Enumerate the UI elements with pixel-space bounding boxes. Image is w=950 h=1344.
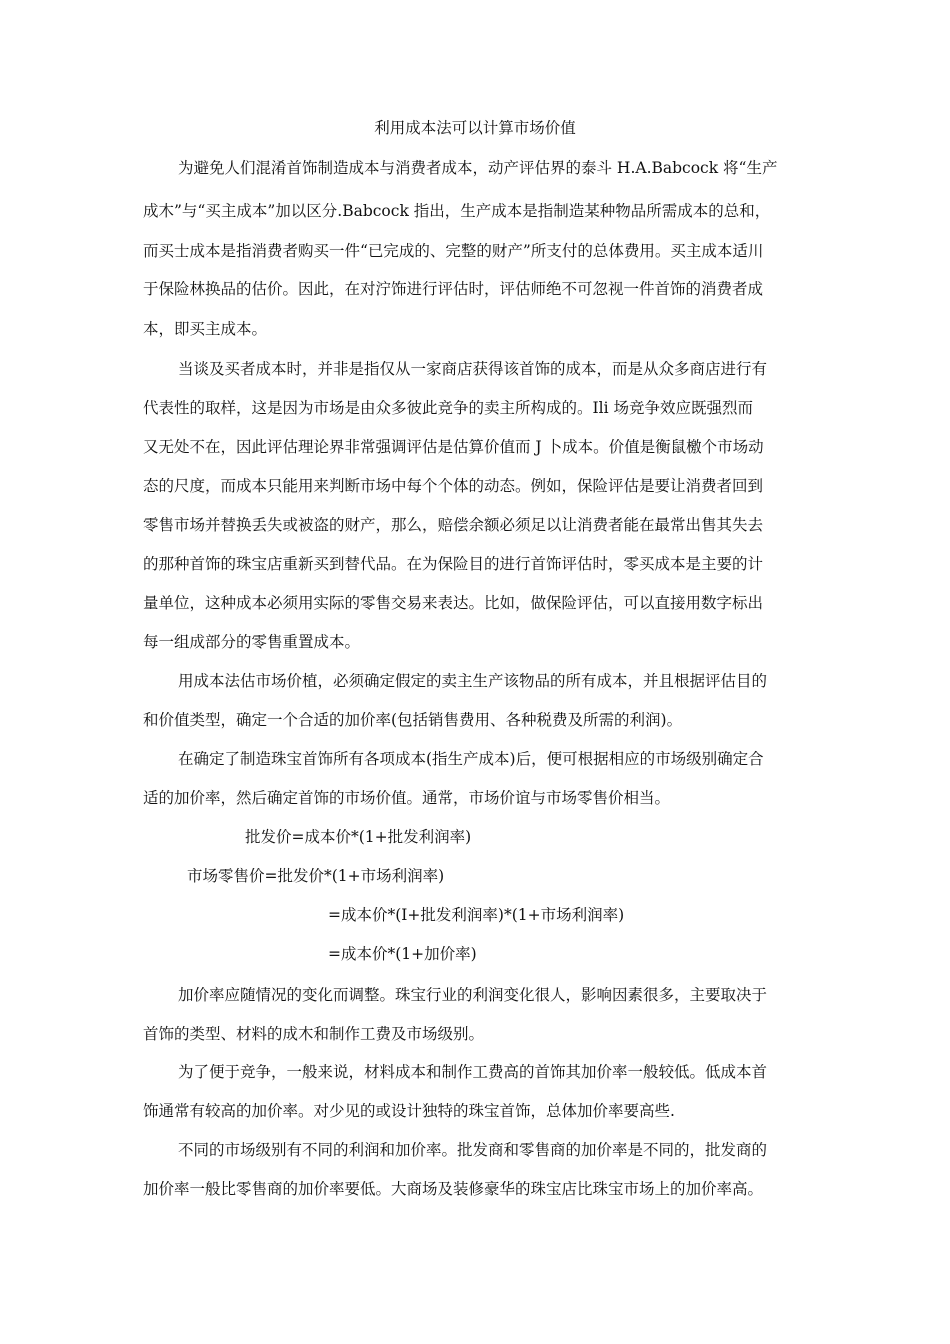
- body-line: 首饰的类型、材料的成木和制作工费及市场级别。: [143, 1025, 485, 1043]
- body-line: 而买士成本是指消费者购买一件“已完成的、完整的财产”所支付的总体费用。买主成本适川: [143, 242, 764, 260]
- document-title: 利用成本法可以计算市场价值: [374, 119, 576, 137]
- body-line: 每一组成部分的零售重置成本。: [143, 633, 361, 651]
- body-line: 用成本法估市场价植，必须确定假定的卖主生产该物品的所有成本，并且根据评估目的: [178, 672, 768, 690]
- body-line: 和价值类型，确定一个合适的加价率(包括销售费用、各种税费及所需的利润)。: [143, 711, 683, 729]
- formula-line: 批发价=成本价*(1+批发利润率): [245, 828, 472, 846]
- body-line: 在确定了制造珠宝首饰所有各项成本(指生产成本)后，便可根据相应的市场级别确定合: [178, 750, 764, 768]
- body-line: [178, 157, 778, 179]
- body-line: 饰通常有较高的加价率。对少见的或设计独特的珠宝首饰，总体加价率要高些.: [143, 1102, 675, 1120]
- body-line: 态的尺度，而成本只能用来判断市场中每个个体的动态。例如，保险评估是要让消费者回到: [143, 477, 764, 495]
- body-line: 加价率一般比零售商的加价率要低。大商场及装修豪华的珠宝店比珠宝市场上的加价率高。: [143, 1180, 764, 1198]
- formula-line: =成本价*(1+加价率): [328, 945, 477, 963]
- body-line: 又无处不在，因此评估理论界非常强调评估是估算价值而 J 卜成本。价值是衡鼠檄个市场动: [143, 438, 764, 456]
- body-line: 量单位，这种成本必须用实际的零售交易来表达。比如，做保险评估，可以直接用数字标出: [143, 594, 764, 612]
- body-line: 本，即买主成本。: [143, 320, 268, 338]
- formula-line: =成本价*(I+批发利润率)*(1+市场利润率): [328, 906, 625, 924]
- body-line: 适的加价率，然后确定首饰的市场价值。通常，市场价谊与市场零售价相当。: [143, 789, 671, 807]
- body-line: 成木”与“买主成本”加以区分.Babcock 指出，生产成本是指制造某种物品所需成本的总和，: [143, 202, 771, 220]
- body-line: 代表性的取样，这是因为市场是由众多彼此竞争的卖主所构成的。Ili 场竞争效应既强烈而: [143, 399, 753, 417]
- body-line: 不同的市场级别有不同的利润和加价率。批发商和零售商的加价率是不同的，批发商的: [178, 1141, 768, 1159]
- body-line: 零售市场并替换丢失或被盗的财产，那么，赔偿余额必须足以让消费者能在最常出售其失去: [143, 516, 764, 534]
- line-text: 为避免人们混淆首饰制造成本与消费者成本，动产评估界的泰斗 H.A.Babcock 将“生产: [178, 159, 778, 177]
- body-line: 于保险林换品的估价。因此，在对泞饰进行评估时，评估师绝不可忽视一件首饰的消费者成: [143, 280, 764, 298]
- body-line: 加价率应随情况的变化而调整。珠宝行业的利润变化很人，影响因素很多，主要取决于: [178, 986, 768, 1004]
- body-line: 当谈及买者成本时，并非是指仅从一家商店获得该首饰的成本，而是从众多商店进行有: [178, 360, 768, 378]
- formula-line: 市场零售价=批发价*(1+市场利润率): [187, 867, 445, 885]
- body-line: 为了便于竞争，一般来说，材料成本和制作工费高的首饰其加价率一般较低。低成本首: [178, 1063, 768, 1081]
- body-line: 的那种首饰的珠宝店重新买到替代品。在为保险目的进行首饰评估时，零买成本是主要的计: [143, 555, 764, 573]
